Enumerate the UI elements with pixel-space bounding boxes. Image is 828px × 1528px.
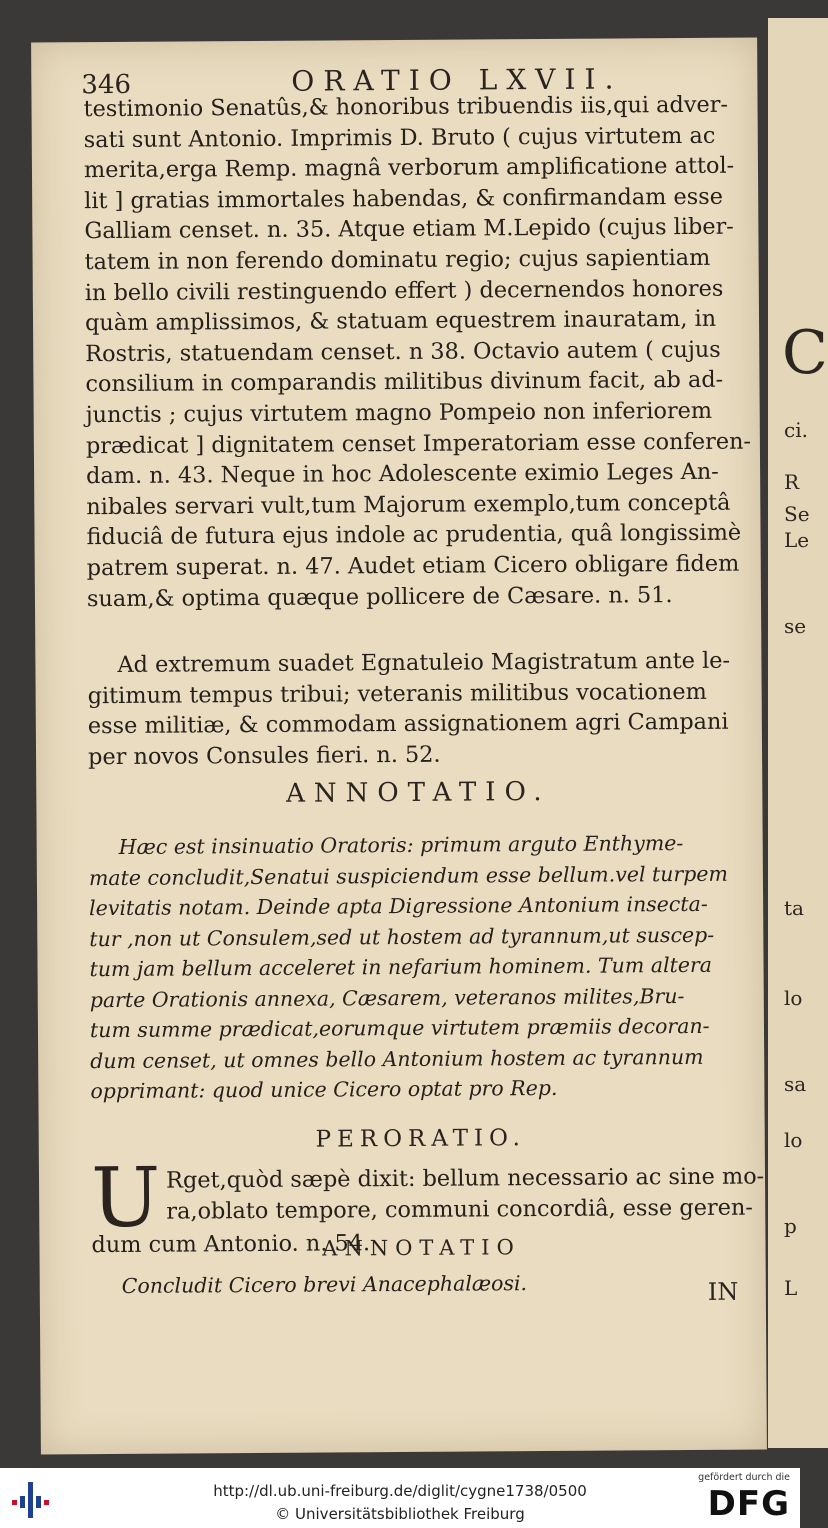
text-line: levitatis notam. Deinde apta Digressione Antonium insecta-	[89, 891, 708, 921]
text-line: nibales servari vult,tum Majorum exemplo,tum conceptâ	[86, 489, 731, 520]
catchword: IN	[707, 1277, 739, 1306]
text-line: prædicat ] dignitatem censet Imperatoriam esse conferen-	[85, 428, 752, 459]
summary-paragraph	[83, 90, 752, 615]
conclusion-line	[92, 1270, 752, 1299]
next-page-fragment: L	[784, 1276, 798, 1300]
text-line: Hæc est insinuatio Oratoris: primum arguto Enthyme-	[118, 831, 684, 859]
annotatio-heading-2: ANNOTATIO	[322, 1235, 521, 1261]
text-line: junctis ; cujus virtutem magno Pompeio non inferiorem	[85, 397, 713, 429]
text-line: tum summe prædicat,eorumque virtutem præmiis decoran-	[89, 1013, 710, 1043]
text-line: esse militiæ, & commodam assignationem agri Campani	[87, 708, 729, 740]
next-page-fragment: lo	[784, 986, 803, 1010]
text-line: testimonio Senatûs,& honoribus tribuendis iis,qui adver-	[83, 91, 729, 123]
text-line: consilium in comparandis militibus divinum facit, ab ad-	[85, 367, 724, 398]
text-line: tur ,non ut Consulem,sed ut hostem ad tyrannum,ut suscep-	[89, 922, 715, 951]
text-line: gitimum tempus tribui; veteranis militibus vocationem	[87, 678, 707, 709]
text-line: Concludit Cicero brevi Anacephalæosi.	[121, 1271, 528, 1298]
text-line: tatem in non ferendo dominatu regio; cujus sapientiam	[84, 244, 711, 276]
text-line: patrem superat. n. 47. Audet etiam Cicero obligare fidem	[86, 550, 740, 582]
copyright-notice: © Universitätsbibliothek Freiburg	[275, 1505, 525, 1523]
next-page-fragment: Le	[784, 528, 810, 552]
book-page	[31, 37, 767, 1454]
text-line: sati sunt Antonio. Imprimis D. Bruto ( cujus virtutem ac	[83, 122, 716, 153]
next-page-fragment: C	[782, 318, 828, 388]
next-page-fragment: se	[784, 614, 807, 638]
next-page-fragment: R	[784, 470, 800, 494]
viewer-footer	[0, 1468, 800, 1528]
text-line: Galliam censet. n. 35. Atque etiam M.Lepido (cujus liber-	[84, 214, 734, 245]
text-line: in bello civili restinguendo effert ) decernendos honores	[84, 275, 724, 306]
text-line: merita,erga Remp. magnâ verborum amplificatione attol-	[83, 152, 735, 184]
sponsor-label: gefördert durch die	[698, 1472, 790, 1483]
text-line: per novos Consules fieri. n. 52.	[87, 741, 441, 770]
peroratio-heading: PERORATIO.	[315, 1125, 527, 1153]
text-line: dum cum Antonio. n. 54.	[91, 1230, 371, 1259]
text-line: Rostris, statuendam censet. n 38. Octavio autem ( cujus	[85, 336, 721, 367]
text-line: parte Orationis annexa, Cæsarem, veteranos milites,Bru-	[89, 983, 685, 1012]
text-line: opprimant: quod unice Cicero optat pro Rep.	[90, 1075, 558, 1104]
text-line: ra,oblato tempore, communi concordiâ, esse geren-	[166, 1194, 753, 1225]
next-page-edge	[768, 18, 828, 1448]
summary-paragraph-2	[87, 646, 748, 773]
text-line: dam. n. 43. Neque in hoc Adolescente eximio Leges An-	[86, 458, 719, 490]
page-number: 346	[81, 69, 132, 101]
running-title: ORATIO LXVII.	[291, 62, 623, 98]
text-line: lit ] gratias immortales habendas, & confirmandam esse	[84, 183, 724, 214]
text-line: dum censet, ut omnes bello Antonium hostem ac tyrannum	[90, 1044, 704, 1073]
next-page-fragment: Se	[784, 502, 810, 526]
annotatio-heading: ANNOTATIO.	[285, 776, 551, 809]
dfg-logo: DFG	[707, 1484, 790, 1524]
text-line: tum jam bellum acceleret in nefarium hominem. Tum altera	[89, 952, 713, 982]
text-line: fiduciâ de futura ejus indole ac prudentia, quâ longissimè	[86, 519, 742, 551]
text-line: suam,& optima quæque pollicere de Cæsare. n. 51.	[86, 581, 673, 612]
text-line: Ad extremum suadet Egnatuleio Magistratum ante le-	[117, 647, 731, 678]
permalink-url[interactable]: http://dl.ub.uni-freiburg.de/diglit/cygne1738/0500	[213, 1482, 587, 1500]
next-page-fragment: sa	[784, 1072, 807, 1096]
text-line: Rget,quòd sæpè dixit: bellum necessario ac sine mo-	[166, 1163, 765, 1194]
drop-cap: U	[90, 1150, 161, 1247]
next-page-fragment: ta	[784, 896, 804, 920]
next-page-fragment: lo	[784, 1128, 803, 1152]
text-line: quàm amplissimos, & statuam equestrem inauratam, in	[84, 305, 717, 337]
next-page-fragment: ci.	[784, 418, 808, 442]
next-page-fragment: p	[784, 1214, 797, 1238]
text-line: mate concludit,Senatui suspiciendum esse bellum.vel turpem	[88, 861, 728, 890]
annotatio-text	[89, 828, 751, 1107]
